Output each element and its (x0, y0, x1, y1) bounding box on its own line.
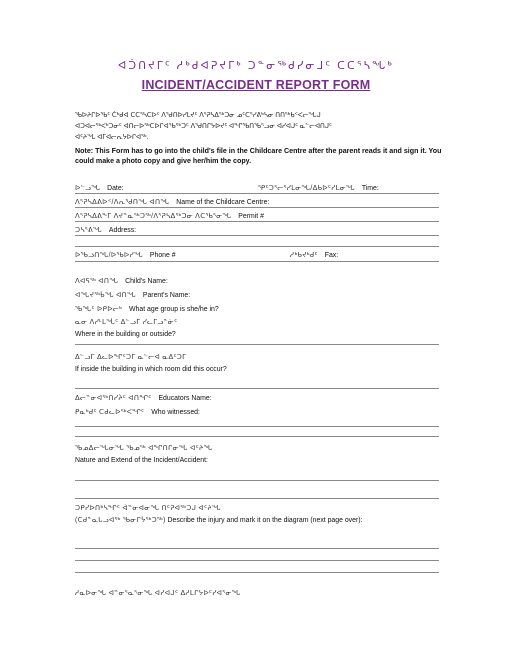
centre-syllabics: ᐱᕐᕈᓴᐃᕕᐅᑉ/ᐱᕆᖁᑎᖓ ᐊᑎᖓ (75, 199, 170, 206)
parent-syllabics: ᐊᖓᔪᖅᑳᖓ ᐊᑎᖓ (75, 292, 136, 299)
time-label: Time: (361, 185, 379, 192)
intro-line-1: ᖃᐅᔨᒋᐅᖃᑦ ᑖᒃᑯᐊ ᑕᑕᕐᓴᑕᐅᑦ ᐱᖁᑎᐅᓯᒪᔪᑦ ᐱᕐᕈᓴᐃᖅᑐᓂ ᓄᑦᑕᕐᓯᕕᒃᓴᓂ ᑎᑎᖅᑲᑉᐸᓕᖓᒍ (75, 112, 321, 119)
nature-label: Nature and Extend of the Incident/Accident: (75, 456, 208, 464)
child-syllabics: ᐱᐊᕋᖅ ᐊᑎᖓ (75, 278, 119, 285)
child-label: Child's Name: (125, 278, 168, 285)
address-label: Address: (108, 227, 137, 234)
date-syllabics: ᐅᓪᓗᖓ (75, 185, 101, 192)
phone-label: Phone # (149, 252, 176, 259)
intro-line-3: ᐊᑦᔨᖓ ᐊᒥᐊᓕᕆᔭᐅᒋᐊᖅ. (75, 134, 149, 141)
centre-name-row (75, 198, 269, 206)
fax-syllabics: ᓱᒃᑲᔪᒃᑯᑦ (290, 252, 318, 259)
fax-label: Fax: (324, 252, 339, 259)
address-line-2[interactable] (75, 246, 439, 247)
location-block (75, 317, 443, 340)
time-group (258, 184, 379, 192)
age-group-row (75, 305, 219, 313)
date-label: Date: (107, 185, 124, 192)
final-row (75, 589, 246, 597)
location-label: Where in the building or outside? (75, 330, 176, 338)
injury-line-1[interactable] (75, 548, 439, 549)
intro-syllabics (75, 110, 447, 143)
fax-group (290, 251, 338, 259)
injury-syllabics-2: (ᑕᑯᓐᓇᒐᓗᐊᖅ ᖃᓂᒋᔮᖅᑐᖅ) (75, 516, 166, 524)
intro-line-2: ᐊᑐᐊᓕᖅᐸᒃᑐᓂᑦ ᐊᑎᓕᐅᖅᑕᐅᒋᐊᖃᖅᑐᑦ ᐱᖁᑎᒋᔭᐅᔪᑦ ᐊᖏᖃᑎᖃᕐᓗᓂ ᐊᓯᐊᒍᑦ ᓇᓪᓕᐊᑎᒍᑦ (75, 123, 332, 130)
nature-line-2[interactable] (75, 498, 439, 499)
phone-row (75, 251, 176, 259)
location-syllabics: ᓇᓂ ᐱᓯᒻᒪᖔᑦ ᐃᓪᓗᒥ ᓯᓚᒥᓗᓐᓃᑦ (75, 319, 178, 326)
injury-label: Describe the injury and mark it on the diagram (next page over): (167, 516, 363, 524)
permit-row (75, 212, 264, 220)
form-note: Note: This Form has to go into the child's file in the Childcare Centre after the parent reads it and sign it. You could make a photo copy and give her/him the copy. (75, 147, 442, 165)
parent-label: Parent's Name: (142, 292, 191, 299)
parent-name-row (75, 291, 190, 299)
permit-label: Permit # (238, 213, 264, 220)
permit-syllabics: ᐱᕐᕈᓴᐃᕕᖕᒥ ᐱᔪᓐᓇᖅᑐᖅ/ᐱᕐᕈᓴᐃᖅᑐᓂ ᐱᑕᖃᕐᓂᖓ (75, 213, 232, 220)
nature-block (75, 443, 443, 466)
address-syllabics: ᑐᓴᕐᕕᖓ (75, 227, 102, 234)
witnessed-label: Who witnessed: (151, 409, 200, 416)
final-syllabics: ᓱᓇᐅᓂᖓ ᐊᓐᓂᕐᓇᕐᓂᖓ ᐊᓯᐊᒍᑦ ᐃᓱᒪᒋᔭᐅᑦᓯᐊᕐᓂᖓ (75, 590, 241, 597)
witnessed-line-1[interactable] (75, 426, 439, 427)
educators-label: Educators Name: (158, 395, 212, 402)
injury-line-3[interactable] (75, 572, 439, 573)
injury-block (75, 503, 443, 526)
room-line[interactable] (75, 388, 439, 389)
witnessed-line-2[interactable] (75, 436, 439, 437)
room-syllabics: ᐃᓪᓗᒥ ᐃᓚᐅᖏᑦᑐᒥ ᓇᓪᓕᐊ ᓇᐃᑦᑐᒥ (75, 354, 187, 361)
educators-row (75, 394, 212, 402)
location-line[interactable] (75, 344, 439, 345)
age-label: What age group is she/he in? (129, 306, 219, 313)
phone-fax-line[interactable] (75, 261, 439, 262)
room-label: If inside the building in which room did this occur? (75, 365, 227, 373)
injury-line-2[interactable] (75, 560, 439, 561)
date-time-line[interactable] (75, 193, 439, 194)
address-line[interactable] (75, 235, 439, 236)
nature-line-1[interactable] (75, 480, 439, 481)
form-title: INCIDENT/ACCIDENT REPORT FORM (141, 78, 371, 92)
room-block (75, 352, 443, 375)
centre-label: Name of the Childcare Centre: (176, 199, 270, 206)
date-time-row (75, 184, 124, 192)
permit-line[interactable] (75, 221, 439, 222)
injury-syllabics: ᑐᑭᓯᐅᑎᒃᓴᖏᑦ ᐋᓐᓂᐊᓂᖓ ᑎᑦᕈᐊᖅᑐᒍ ᐊᑦᔨᖓ (75, 505, 221, 512)
educators-syllabics: ᐃᓕᓐᓂᐊᖅᑎᓯᔩᑦ ᐊᑎᖏᑦ (75, 395, 152, 402)
address-row (75, 226, 136, 234)
syllabic-title: ᐊᑑᑎᔪᒥᑦ ᓱᒃᑯᐊᕈᔪᒥᒃ ᑐᓐᓂᖅᑯᓯᓂᒧᑦ ᑕᑕᕐᓴᖓᒃ (118, 60, 394, 72)
phone-syllabics: ᐅᖃᓘᑎᖓ/ᐅᖃᐅᓯᖓ (75, 252, 143, 259)
nature-syllabics: ᖃᓄᐃᓕᖓᓂᖓ ᖃᓄᖅ ᐊᖏᑎᒋᓂᖓ ᐊᑦᔨᖓ (75, 445, 213, 452)
time-syllabics: ᕿᑦᑐᕐᓕᕐᓯᒪᓂᖓ/ᐃᑲᐅᑦᓯᒪᓂᖓ (258, 185, 355, 192)
witnessed-syllabics: ᑭᓇᒃᑯᑦ ᑕᑯᓚᐅᖅᐸᖏᑦ (75, 409, 145, 416)
centre-name-line[interactable] (75, 207, 439, 208)
witnessed-row (75, 408, 200, 416)
age-syllabics: ᖃᖓᑦ ᐅᑭᐅᓕᒃ (75, 306, 123, 313)
child-name-row (75, 277, 168, 285)
